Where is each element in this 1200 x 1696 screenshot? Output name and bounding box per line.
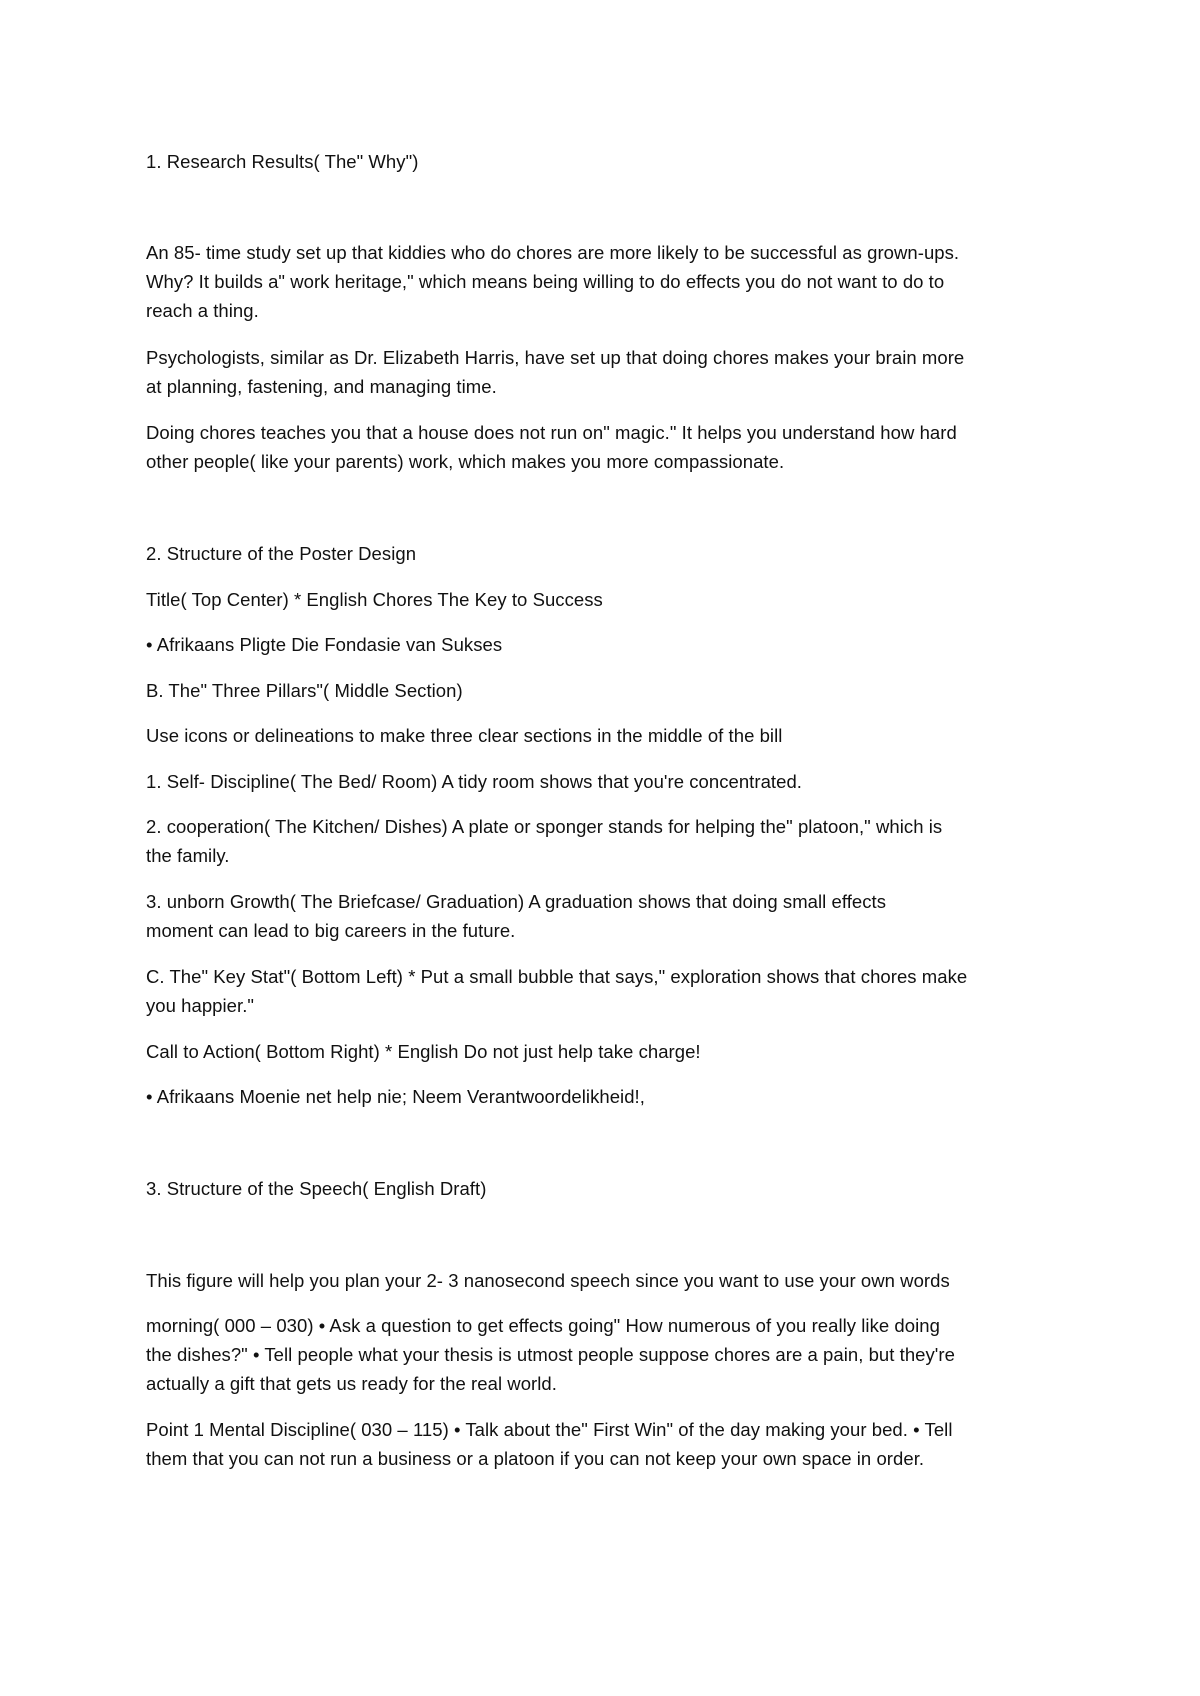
poster-title-line: Title( Top Center) * English Chores The Key to Success <box>146 589 603 610</box>
paragraph-line: moment can lead to big careers in the future. <box>146 920 516 941</box>
paragraph-line: the dishes?" • Tell people what your thesis is utmost people suppose chores are a pain, but they're <box>146 1344 955 1365</box>
pillar-future-growth: 3. unborn Growth( The Briefcase/ Graduation) A graduation shows that doing small effects <box>146 891 887 912</box>
paragraph-line: actually a gift that gets us ready for the real world. <box>146 1373 557 1394</box>
section-heading-poster-design: 2. Structure of the Poster Design <box>146 543 417 564</box>
key-stat-line: C. The" Key Stat"( Bottom Left) * Put a small bubble that says," exploration shows that chores make <box>146 966 968 987</box>
paragraph-line: the family. <box>146 845 230 866</box>
three-pillars-heading: B. The" Three Pillars"( Middle Section) <box>146 680 463 701</box>
paragraph-line: Use icons or delineations to make three clear sections in the middle of the bill <box>146 725 783 746</box>
paragraph-line: reach a thing. <box>146 300 259 321</box>
paragraph-line: An 85- time study set up that kiddies who do chores are more likely to be successful as grown-ups. <box>146 242 960 263</box>
speech-opening: morning( 000 – 030) • Ask a question to get effects going" How numerous of you really like doing <box>146 1315 940 1336</box>
pillar-cooperation: 2. cooperation( The Kitchen/ Dishes) A plate or sponger stands for helping the" platoon," which is <box>146 816 943 837</box>
paragraph-line: Doing chores teaches you that a house does not run on" magic." It helps you understand how hard <box>146 422 957 443</box>
paragraph-line: This figure will help you plan your 2- 3 nanosecond speech since you want to use your own words <box>146 1270 950 1291</box>
paragraph-line: Psychologists, similar as Dr. Elizabeth Harris, have set up that doing chores makes your brain more <box>146 347 965 368</box>
paragraph-line: at planning, fastening, and managing time. <box>146 376 497 397</box>
section-heading-speech-structure: 3. Structure of the Speech( English Draft) <box>146 1178 487 1199</box>
speech-point-1: Point 1 Mental Discipline( 030 – 115) • Talk about the" First Win" of the day making your bed. • Tell <box>146 1419 953 1440</box>
paragraph-line: Why? It builds a" work heritage," which means being willing to do effects you do not want to do to <box>146 271 945 292</box>
call-to-action-afrikaans: • Afrikaans Moenie net help nie; Neem Verantwoordelikheid!, <box>146 1086 645 1107</box>
poster-title-afrikaans: • Afrikaans Pligte Die Fondasie van Sukses <box>146 634 503 655</box>
paragraph-line: you happier." <box>146 995 255 1016</box>
section-heading-research-results: 1. Research Results( The" Why") <box>146 151 419 172</box>
paragraph-line: them that you can not run a business or a platoon if you can not keep your own space in order. <box>146 1448 925 1469</box>
pillar-self-discipline: 1. Self- Discipline( The Bed/ Room) A tidy room shows that you're concentrated. <box>146 771 802 792</box>
call-to-action-line: Call to Action( Bottom Right) * English Do not just help take charge! <box>146 1041 701 1062</box>
paragraph-line: other people( like your parents) work, which makes you more compassionate. <box>146 451 785 472</box>
